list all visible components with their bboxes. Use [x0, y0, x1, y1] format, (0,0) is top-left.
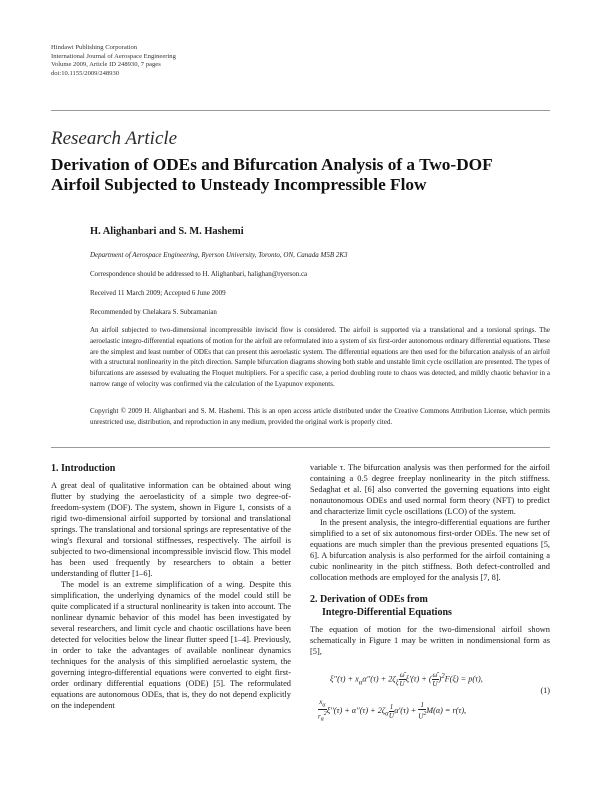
- equation-line-2: $\frac{x_\alpha}{r_\alpha^2}$ $\xi''(\tau) + \alpha''(\tau) + 2\zeta_\alpha$ $\frac{1}{U}$ α′(τ) + $\frac{1}{U^2}$ M(α) = r(τ),: [318, 698, 467, 724]
- doi: doi:10.1155/2009/248930: [51, 69, 120, 77]
- journal-header: [51, 44, 176, 78]
- journal-name: International Journal of Aerospace Engineering: [51, 52, 176, 60]
- section-heading-introduction: 1. Introduction: [51, 463, 116, 474]
- header-divider: [51, 110, 550, 111]
- intro-paragraph-1: A great deal of qualitative information can be obtained about wing flutter by studying the aeroelasticity of a simple two degree-of-freedom-system (DOF). The system, shown in Figure 1, consists of a rigid two-dimensional airfoil supported by torsional and translational springs. The translational and torsional springs are representative of the wing's flexural and torsional stiffnesses, respectively. The airfoil is subjected to two-dimensional incompressible inviscid flow. This model has been used frequently by researchers to obtain a better understanding of flutter [1–6].: [51, 481, 291, 578]
- correspondence: Correspondence should be addressed to H. Alighanbari, halighan@ryerson.ca: [90, 270, 308, 278]
- derivation-paragraph: The equation of motion for the two-dimensional airfoil shown schematically in Figure 1 may be written in nondimensional form as [5],: [310, 625, 550, 656]
- received-dates: Received 11 March 2009; Accepted 6 June 2009: [90, 289, 226, 297]
- intro-paragraph-3: variable τ. The bifurcation analysis was then performed for the airfoil containing a 0.5 degree freeplay nonlinearity in the pitch stiffness. Sedaghat et al. [6] also converted the governing equations into eight nonautonomous ODEs and used normal form theory (NFT) to predict and characterize limit cycle oscillations (LCO) of the system.: [310, 463, 550, 516]
- affiliation: Department of Aerospace Engineering, Ryerson University, Toronto, ON, Canada M5B 2K3: [90, 251, 348, 259]
- abstract-divider: [51, 447, 550, 448]
- title-line-1: Derivation of ODEs and Bifurcation Analysis of a Two-DOF: [51, 155, 493, 174]
- equation-block: [310, 665, 550, 724]
- fraction-one-over-u: $\frac{1}{U}$: [388, 702, 394, 720]
- equation-line-1: $\xi''(\tau) + x_\alpha\alpha''(\tau) + 2\zeta_\xi$ $\frac{\omegā}{U}$ ξ′(τ) + ( $\frac{\omegā}{U}$ )$^2$F(ξ) = p(τ),: [330, 671, 483, 689]
- volume-info: Volume 2009, Article ID 248930, 7 pages: [51, 61, 161, 69]
- fraction-omega-over-u-squared: $\frac{\omegā}{U}$: [432, 671, 438, 689]
- section-heading-derivation: [310, 593, 550, 619]
- fraction-omega-over-u: $\frac{\omegā}{U}$: [399, 671, 405, 689]
- abstract: An airfoil subjected to two-dimensional incompressible inviscid flow is considered. The airfoil is supported via a translational and a torsional springs. The aeroelastic integro-differential equations of motion for the airfoil are reformulated into a system of six first-order autonomous ordinary differential equations. These are the simplest and least number of ODEs that can present this aeroelastic system. The differential equations are then used for the bifurcation analysis of an airfoil with a structural nonlinearity in the pitch direction. Sample bifurcation diagrams showing both stable and unstable limit cycle oscillation are presented. The types of bifurcations are assessed by evaluating the Floquet multipliers. For a specific case, a period doubling route to chaos was detected, and mildly chaotic behavior in a narrow range of velocity was confirmed via the calculation of the Lyapunov exponents.: [90, 326, 550, 388]
- intro-paragraph-2: The model is an extreme simplification of a wing. Despite this simplification, the underlying dynamics of the model could still be quite complicated if a structural nonlinearity is taken into account. The nonlinear dynamic behavior of this model has been investigated by several researchers, and limit cycle and chaotic oscillations have been detected for velocities below the linear flutter speed [1–4]. Previously, in order to take the advantages of available nonlinear dynamics techniques for the analysis of this simplified aeroelastic system, the governing integro-differential equations were converted to eight first-order ordinary differential equations (ODE) [5]. The reformulated equations are autonomous ODEs, that is, they do not depend explicitly on the independent: [51, 580, 291, 710]
- right-column: [310, 462, 550, 724]
- publisher-name: Hindawi Publishing Corporation: [51, 44, 138, 51]
- equation-number: (1): [540, 686, 550, 695]
- title-line-2: Airfoil Subjected to Unsteady Incompressible Flow: [51, 175, 427, 194]
- intro-paragraph-4: In the present analysis, the integro-differential equations are further simplified to a set of six autonomous first-order ODEs. The new set of equations are much simpler than the previous presented equations [5, 6]. A bifurcation analysis is also performed for the airfoil containing a cubic nonlinearity in the pitch stiffness. Both defect-controlled and collocation methods are employed for the analysis [7, 8].: [310, 518, 550, 582]
- authors: H. Alighanbari and S. M. Hashemi: [90, 226, 244, 237]
- copyright-notice: Copyright © 2009 H. Alighanbari and S. M. Hashemi. This is an open access article distributed under the Creative Commons Attribution License, which permits unrestricted use, distribution, and reproduction in any medium, provided the original work is properly cited.: [90, 407, 550, 426]
- article-title: [51, 155, 551, 195]
- section-heading-line-1: 2. Derivation of ODEs from: [310, 594, 428, 605]
- article-type: Research Article: [51, 128, 178, 149]
- left-column: [51, 462, 291, 711]
- recommended-by: Recommended by Chelakara S. Subramanian: [90, 308, 217, 316]
- section-heading-line-2: Integro-Differential Equations: [322, 607, 452, 618]
- fraction-x-over-r: $\frac{x_\alpha}{r_\alpha^2}$: [318, 698, 327, 724]
- fraction-one-over-u-squared: $\frac{1}{U^2}$: [418, 701, 427, 721]
